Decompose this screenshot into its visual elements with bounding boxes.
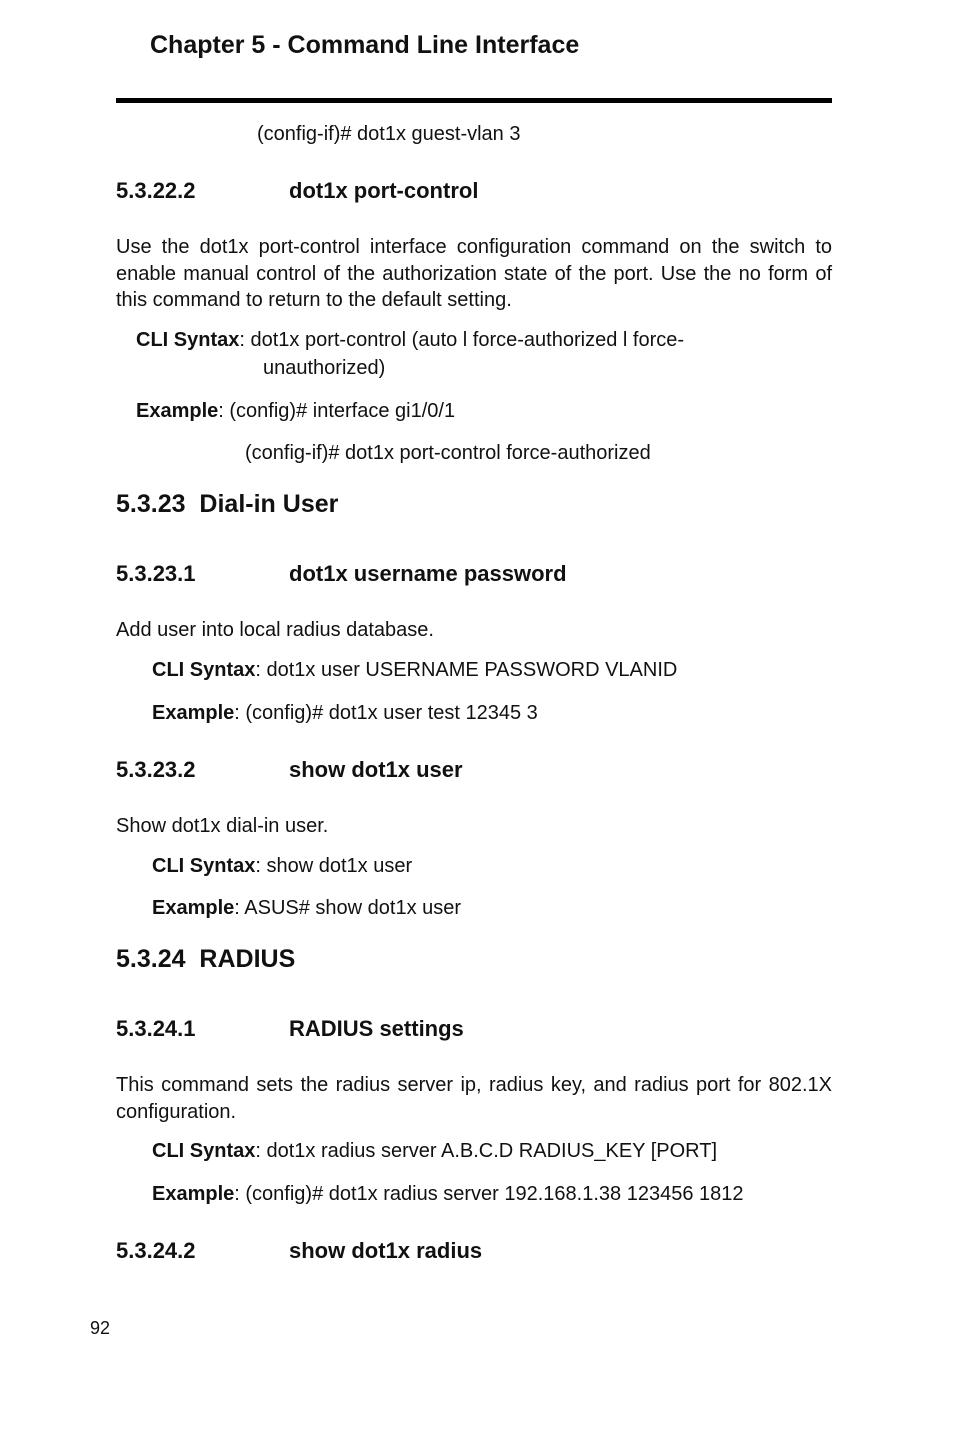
section-number: 5.3.22.2	[116, 178, 196, 203]
section-number: 5.3.23.1	[116, 561, 196, 586]
section-heading-5-3-23-1	[116, 561, 567, 587]
section-heading-5-3-23	[116, 490, 338, 519]
cli-syntax-line	[152, 657, 677, 683]
section-title: RADIUS settings	[289, 1016, 464, 1041]
example-continuation: (config-if)# dot1x guest-vlan 3	[257, 123, 521, 145]
section-heading-5-3-22-2	[116, 178, 478, 204]
cli-syntax-line	[152, 853, 412, 879]
example-text: : (config)# interface gi1/0/1	[218, 400, 456, 422]
example-label: Example	[152, 702, 235, 724]
section-description: Use the dot1x port-control interface configuration command on the switch to enable manual control of the authorization state of the port. Use the no form of this command to return to the default setting.	[116, 236, 832, 311]
cli-syntax-text: : show dot1x user	[255, 855, 413, 877]
section-title: dot1x username password	[289, 561, 567, 586]
section-number: 5.3.23	[116, 490, 186, 518]
section-description: Show dot1x dial-in user.	[116, 815, 329, 837]
section-number: 5.3.24	[116, 945, 186, 973]
example-label: Example	[152, 1183, 235, 1205]
section-title: show dot1x radius	[289, 1238, 483, 1263]
section-heading-5-3-24-1	[116, 1016, 464, 1042]
cli-syntax-line	[136, 327, 684, 353]
section-number: 5.3.23.2	[116, 757, 196, 782]
section-number: 5.3.24.1	[116, 1016, 196, 1041]
example-line	[152, 895, 461, 921]
example-continuation: (config-if)# dot1x port-control force-authorized	[245, 442, 651, 464]
page-number: 92	[90, 1318, 111, 1338]
section-title: RADIUS	[199, 945, 296, 973]
example-label: Example	[152, 897, 235, 919]
section-number: 5.3.24.2	[116, 1238, 196, 1263]
cli-syntax-text: : dot1x port-control (auto l force-authorized l force-	[239, 329, 685, 351]
example-text: : ASUS# show dot1x user	[234, 897, 462, 919]
example-text: : (config)# dot1x user test 12345 3	[234, 702, 538, 724]
example-line	[136, 398, 455, 424]
cli-syntax-line	[152, 1138, 717, 1164]
cli-syntax-label: CLI Syntax	[152, 855, 256, 877]
example-line	[152, 1181, 744, 1207]
example-text: : (config)# dot1x radius server 192.168.1.38 123456 1812	[234, 1183, 744, 1205]
section-heading-5-3-24	[116, 945, 295, 974]
section-heading-5-3-24-2	[116, 1238, 482, 1264]
cli-syntax-text: : dot1x user USERNAME PASSWORD VLANID	[255, 659, 678, 681]
example-line	[152, 700, 538, 726]
cli-syntax-label: CLI Syntax	[152, 659, 256, 681]
section-description: This command sets the radius server ip, radius key, and radius port for 802.1X configuration.	[116, 1074, 832, 1123]
section-title: Dial-in User	[199, 490, 339, 518]
example-label: Example	[136, 400, 219, 422]
header-rule	[116, 98, 832, 103]
cli-syntax-text: : dot1x radius server A.B.C.D RADIUS_KEY [PORT]	[255, 1140, 718, 1162]
cli-syntax-label: CLI Syntax	[152, 1140, 256, 1162]
section-heading-5-3-23-2	[116, 757, 463, 783]
section-description: Add user into local radius database.	[116, 619, 434, 641]
chapter-title: Chapter 5 - Command Line Interface	[150, 31, 580, 59]
section-title: show dot1x user	[289, 757, 463, 782]
section-title: dot1x port-control	[289, 178, 479, 203]
cli-syntax-continuation: unauthorized)	[263, 357, 386, 379]
cli-syntax-label: CLI Syntax	[136, 329, 240, 351]
